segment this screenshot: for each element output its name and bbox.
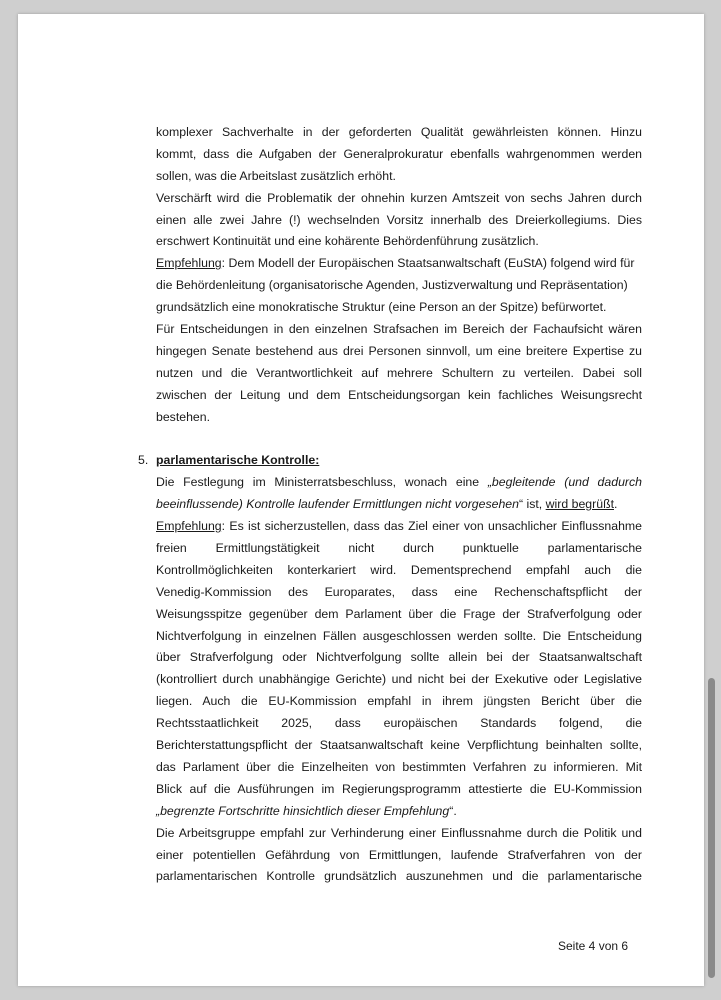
text-line: Berichterstattungspflicht der Staatsanwaltschaft keine Verpflichtung beinhalten sollte,: [156, 738, 642, 753]
text-line: [138, 516, 642, 538]
text-line: hingegen Senate bestehend aus drei Personen sinnvoll, um eine breitere Expertise zu: [156, 343, 642, 358]
text-segment: Die Festlegung im Ministerratsbeschluss, wonach eine: [156, 475, 488, 490]
spacer: [138, 428, 642, 450]
text-line: bestehen.: [156, 409, 211, 424]
text-line: einer potentiellen Gefährdung von Ermittlungen, laufende Strafverfahren von der: [156, 847, 642, 862]
text-line: das Parlament über die Einzelheiten von bestimmten Verfahren zu informieren. Mit: [156, 759, 642, 774]
welcomed-emphasis: wird begrüßt: [545, 497, 614, 512]
paragraph-working-group: [138, 823, 642, 889]
text-line: parlamentarischen Kontrolle grundsätzlich auszunehmen und die parlamentarische: [156, 869, 642, 884]
text-line: zwischen der Leitung und dem Entscheidungsorgan kein fachliches Weisungsrecht: [156, 387, 642, 402]
text-segment: : Es ist sicherzustellen, dass das Ziel einer von unsachlicher Einflussnahme: [221, 519, 642, 534]
text-line: grundsätzlich eine monokratische Struktur (eine Person an der Spitze) befürwortet.: [156, 300, 607, 315]
document-page: [18, 14, 704, 986]
document-body: [138, 122, 642, 888]
text-line: einen alle zwei Jahre (!) wechselnden Vorsitz innerhalb des Dreierkollegiums. Dies: [156, 212, 642, 227]
paragraph-senates: [138, 319, 642, 428]
text-line: Venedig-Kommission des Europarates, dass eine Rechenschaftspflicht der: [156, 584, 642, 599]
text-segment: : Dem Modell der Europäischen Staatsanwaltschaft (EuStA) folgend wird für: [221, 256, 635, 271]
text-line: freien Ermittlungstätigkeit nicht durch punktuelle parlamentarische: [156, 541, 642, 556]
text-line: kommt, dass die Aufgaben der Generalprokuratur ebenfalls wahrgenommen werden: [156, 146, 642, 161]
paragraph-ministerial-decision: [138, 472, 642, 516]
paragraph-staffing: [138, 122, 642, 188]
page-number: Seite 4 von 6: [558, 939, 629, 953]
section-heading: [138, 450, 642, 472]
text-line: Nichtverfolgung in einzelnen Fällen ausgeschlossen werden sollte. Die Entscheidung: [156, 628, 642, 643]
recommendation-leadership: [138, 253, 642, 319]
text-line: [138, 253, 642, 275]
text-line: Blick auf die Ausführungen im Regierungsprogramm attestierte die EU-Kommission: [156, 781, 642, 796]
text-line: [138, 494, 642, 516]
text-line: nutzen und die Verantwortlichkeit auf mehrere Schultern zu verteilen. Dabei soll: [156, 365, 642, 380]
text-line: Verschärft wird die Problematik der ohnehin kurzen Amtszeit von sechs Jahren durch: [156, 190, 642, 205]
text-line: [138, 801, 642, 823]
text-line: Weisungsspitze gegenüber dem Parlament über die Frage der Strafverfolgung oder: [156, 606, 642, 621]
text-segment: “.: [449, 803, 457, 818]
text-line: Die Arbeitsgruppe empfahl zur Verhinderung einer Einflussnahme durch die Politik und: [156, 825, 642, 840]
recommendation-parliamentary-control: [138, 516, 642, 822]
recommendation-label: Empfehlung: [156, 256, 222, 271]
text-line: Kontrollmöglichkeiten konterkariert wird. Dementsprechend empfahl auch die: [156, 562, 642, 577]
text-line: komplexer Sachverhalte in der geforderten Qualität gewährleisten können. Hinzu: [156, 125, 642, 139]
quote-segment: „begleitende (und dadurch: [487, 475, 642, 490]
vertical-scrollbar[interactable]: [708, 678, 715, 978]
quote-segment: „begrenzte Fortschritte hinsichtlich dieser Empfehlung: [156, 803, 450, 818]
quote-segment: beeinflussende) Kontrolle laufender Ermittlungen nicht vorgesehen: [156, 497, 519, 512]
text-line: Für Entscheidungen in den einzelnen Strafsachen im Bereich der Fachaufsicht wären: [156, 322, 642, 337]
paragraph-term-of-office: [138, 188, 642, 254]
text-segment: .: [614, 497, 618, 512]
text-line: Rechtsstaatlichkeit 2025, dass europäischen Standards folgend, die: [156, 716, 642, 731]
text-line: über Strafverfolgung oder Nichtverfolgung sollte allein bei der Staatsanwaltschaft: [156, 650, 642, 665]
text-line: liegen. Auch die EU-Kommission empfahl in ihrem jüngsten Bericht über die: [156, 694, 642, 709]
recommendation-label: Empfehlung: [156, 519, 222, 534]
text-line: (kontrolliert durch unabhängige Gerichte) und nicht bei der Exekutive oder Legislative: [156, 672, 642, 687]
section-number: 5.: [138, 453, 149, 468]
section-title: parlamentarische Kontrolle:: [156, 453, 320, 468]
text-segment: “ ist,: [519, 497, 546, 512]
text-line: erschwert Kontinuität und eine kohärente Behördenführung zusätzlich.: [156, 234, 539, 249]
text-line: [138, 472, 642, 494]
text-line: die Behördenleitung (organisatorische Agenden, Justizverwaltung und Repräsentation): [156, 278, 628, 293]
text-line: sollen, was die Arbeitslast zusätzlich erhöht.: [156, 168, 396, 183]
